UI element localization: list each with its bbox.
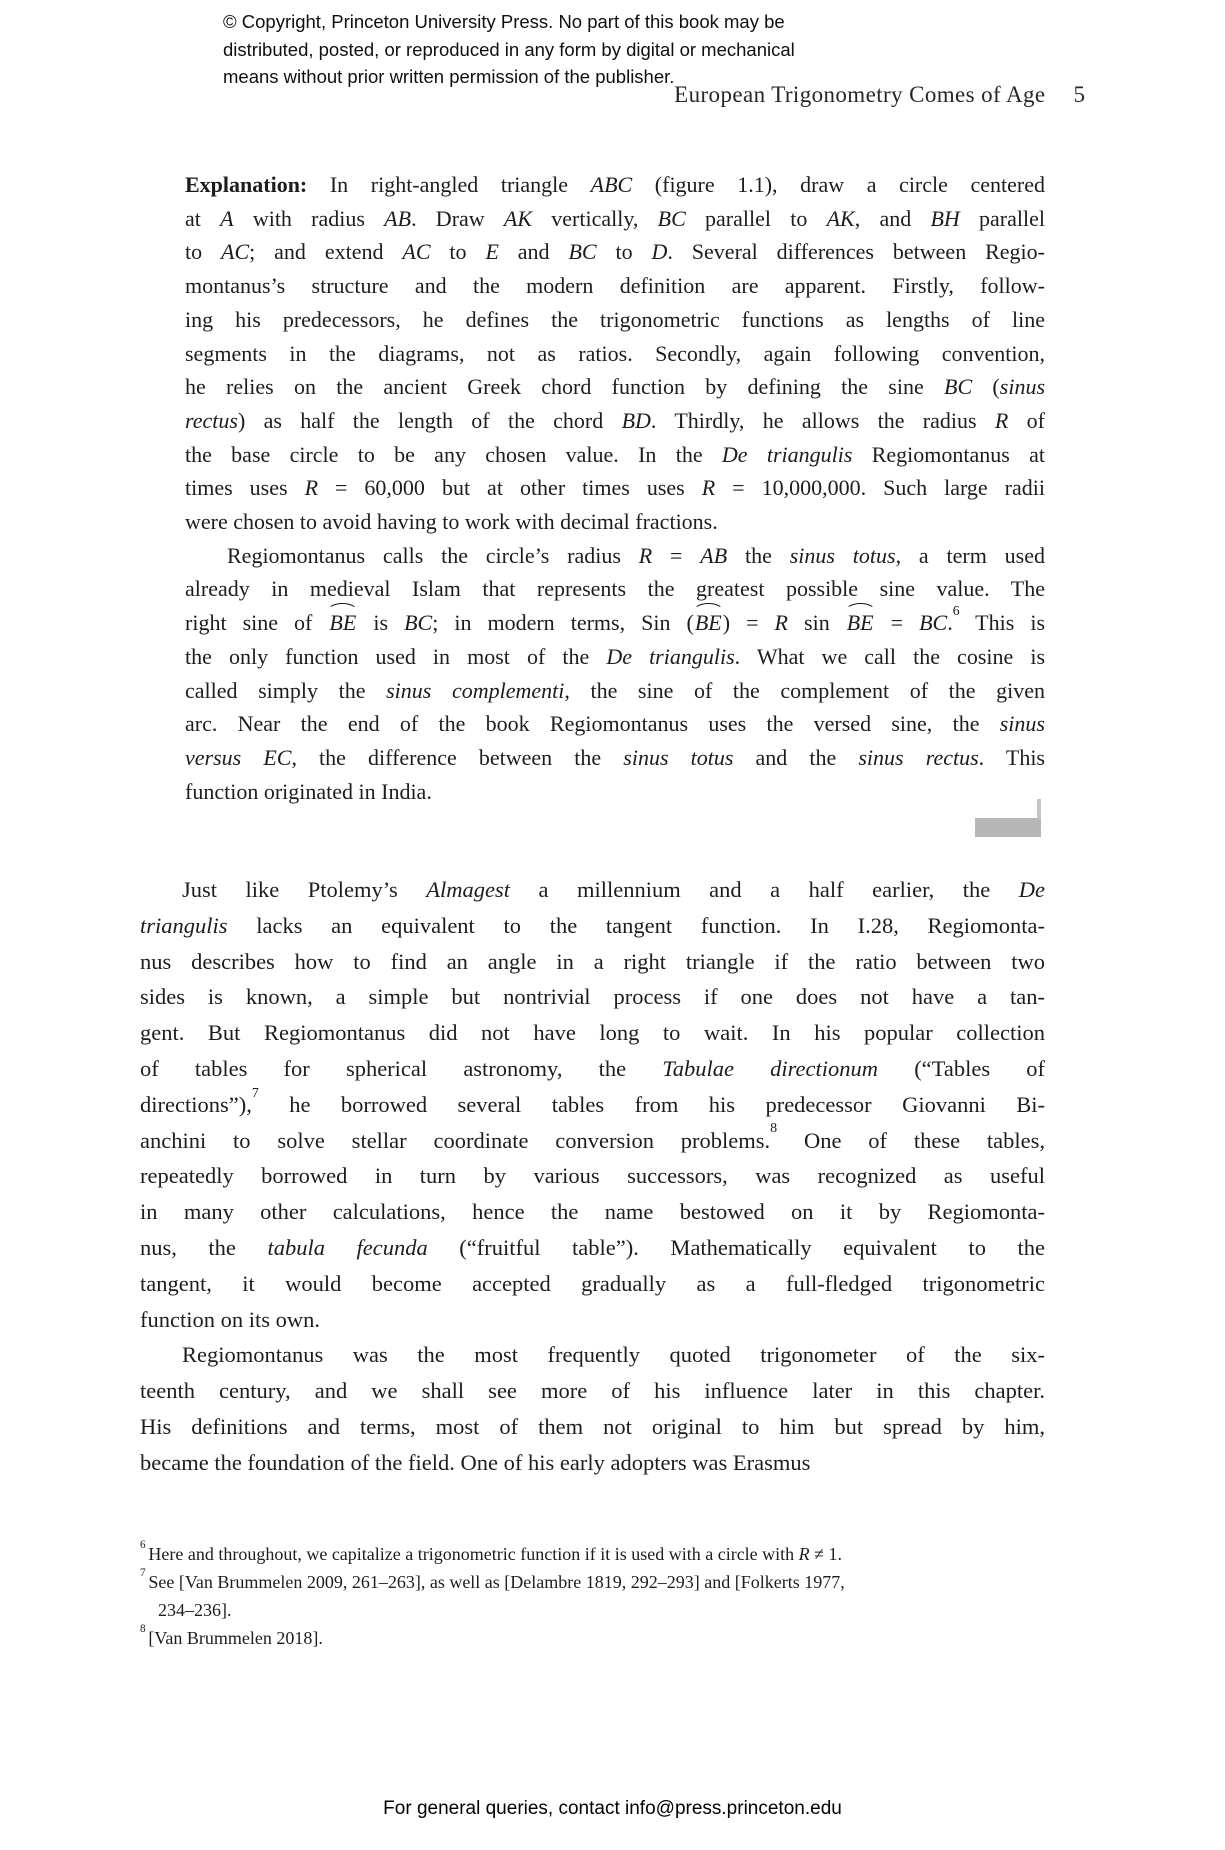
footnote-7 — [140, 1568, 1048, 1624]
text-line: function on its own. — [140, 1306, 320, 1332]
text-line: segments in the diagrams, not as ratios. Secondly, again following convention, — [185, 340, 1045, 366]
text-line: became the foundation of the field. One of his early adopters was Erasmus — [140, 1449, 811, 1475]
text-line: ing his predecessors, he defines the trigonometric functions as lengths of line — [185, 306, 1045, 332]
text-line: the base circle to be any chosen value. In the De triangulis Regiomontanus at — [185, 441, 1045, 467]
text-line: in many other calculations, hence the name bestowed on it by Regiomonta- — [140, 1199, 1045, 1225]
text-line: he relies on the ancient Greek chord function by defining the sine BC (sinus — [185, 374, 1046, 400]
text-line: Regiomontanus calls the circle’s radius R = AB the sinus totus, a term used — [227, 542, 1045, 568]
text-line: called simply the sinus complementi, the sine of the complement of the given — [185, 677, 1046, 703]
body-paragraph-2 — [140, 1337, 1045, 1480]
page-number: 5 — [1073, 82, 1085, 107]
running-head-title: European Trigonometry Comes of Age — [674, 82, 1046, 107]
text-line: the only function used in most of the De triangulis. What we call the cosine is — [185, 643, 1046, 669]
text-line: gent. But Regiomontanus did not have long to wait. In his popular collection — [140, 1020, 1045, 1046]
explanation-block — [185, 168, 1045, 808]
copyright-line: means without prior written permission of the publisher. — [223, 66, 675, 87]
body-paragraph-1 — [140, 872, 1045, 1337]
text-line: times uses R = 60,000 but at other times uses R = 10,000,000. Such large radii — [185, 475, 1045, 501]
text-line: Just like Ptolemy’s Almagest a millennium and a half earlier, the De — [182, 877, 1045, 902]
text-line: at A with radius AB. Draw AK vertically, BC parallel to AK, and BH parallel — [185, 205, 1045, 231]
text-line: to AC; and extend AC to E and BC to D. Several differences between Regio- — [185, 239, 1045, 265]
page-footer-queries: For general queries, contact info@press.princeton.edu — [383, 1798, 842, 1819]
text-line: tangent, it would become accepted gradually as a full-fledged trigonometric — [140, 1270, 1045, 1296]
text-line: of tables for spherical astronomy, the Tabulae directionum (“Tables of — [140, 1055, 1045, 1081]
text-line: already in medieval Islam that represents the greatest possible sine value. The — [185, 576, 1045, 602]
text-line: nus describes how to find an angle in a right triangle if the ratio between two — [140, 948, 1045, 974]
copyright-notice — [223, 8, 795, 91]
text-line: repeatedly borrowed in turn by various successors, was recognized as useful — [140, 1163, 1045, 1189]
text-line: Regiomontanus was the most frequently quoted trigonometer of the six- — [182, 1342, 1045, 1368]
text-line: arc. Near the end of the book Regiomontanus uses the versed sine, the sinus — [185, 711, 1045, 737]
text-line: right sine of BE is BC; in modern terms, Sin (BE) = R sin BE = BC.$^6$ This is — [185, 606, 1045, 640]
text-line: function originated in India. — [185, 778, 432, 804]
text-line: were chosen to avoid having to work with decimal fractions. — [185, 509, 718, 535]
explanation-paragraph-2 — [185, 539, 1045, 809]
text-line: triangulis lacks an equivalent to the tangent function. In I.28, Regiomonta- — [140, 912, 1045, 938]
scan-artifact-bar — [975, 818, 1041, 837]
text-line: 234–236]. — [158, 1600, 232, 1620]
footnote-8 — [140, 1624, 1048, 1652]
explanation-paragraph-1 — [185, 168, 1045, 539]
text-line: teenth century, and we shall see more of his influence later in this chapter. — [140, 1378, 1045, 1404]
footnote-6 — [140, 1540, 1048, 1568]
scan-artifact-tick — [1037, 799, 1041, 819]
footnotes-block — [140, 1540, 1048, 1652]
running-head — [0, 82, 1085, 108]
copyright-line: © Copyright, Princeton University Press. No part of this book may be — [223, 11, 785, 32]
text-line: nus, the tabula fecunda (“fruitful table”). Mathematically equivalent to the — [140, 1234, 1045, 1260]
text-line: montanus’s structure and the modern definition are apparent. Firstly, follow- — [185, 273, 1045, 299]
text-line: His definitions and terms, most of them not original to him but spread by him, — [140, 1413, 1045, 1439]
text-line: sides is known, a simple but nontrivial process if one does not have a tan- — [140, 984, 1045, 1010]
main-text — [140, 872, 1045, 1481]
text-line: rectus) as half the length of the chord BD. Thirdly, he allows the radius R of — [185, 407, 1046, 433]
text-line: Explanation: In right-angled triangle ABC (figure 1.1), draw a circle centered — [185, 172, 1045, 197]
text-line: directions”),$^7$ he borrowed several tables from his predecessor Giovanni Bi- — [140, 1085, 1045, 1117]
copyright-line: distributed, posted, or reproduced in any form by digital or mechanical — [223, 38, 795, 60]
text-line: $^6$ Here and throughout, we capitalize a trigonometric function if it is used with a circle with R ≠ 1. — [140, 1538, 843, 1564]
text-line: versus EC, the difference between the sinus totus and the sinus rectus. This — [185, 744, 1045, 770]
text-line: anchini to solve stellar coordinate conversion problems.$^8$ One of these tables, — [140, 1121, 1045, 1153]
text-line: $^7$ See [Van Brummelen 2009, 261–263], as well as [Delambre 1819, 292–293] and [Folkerts 1977, — [140, 1566, 845, 1592]
text-line: $^8$ [Van Brummelen 2018]. — [140, 1622, 323, 1648]
